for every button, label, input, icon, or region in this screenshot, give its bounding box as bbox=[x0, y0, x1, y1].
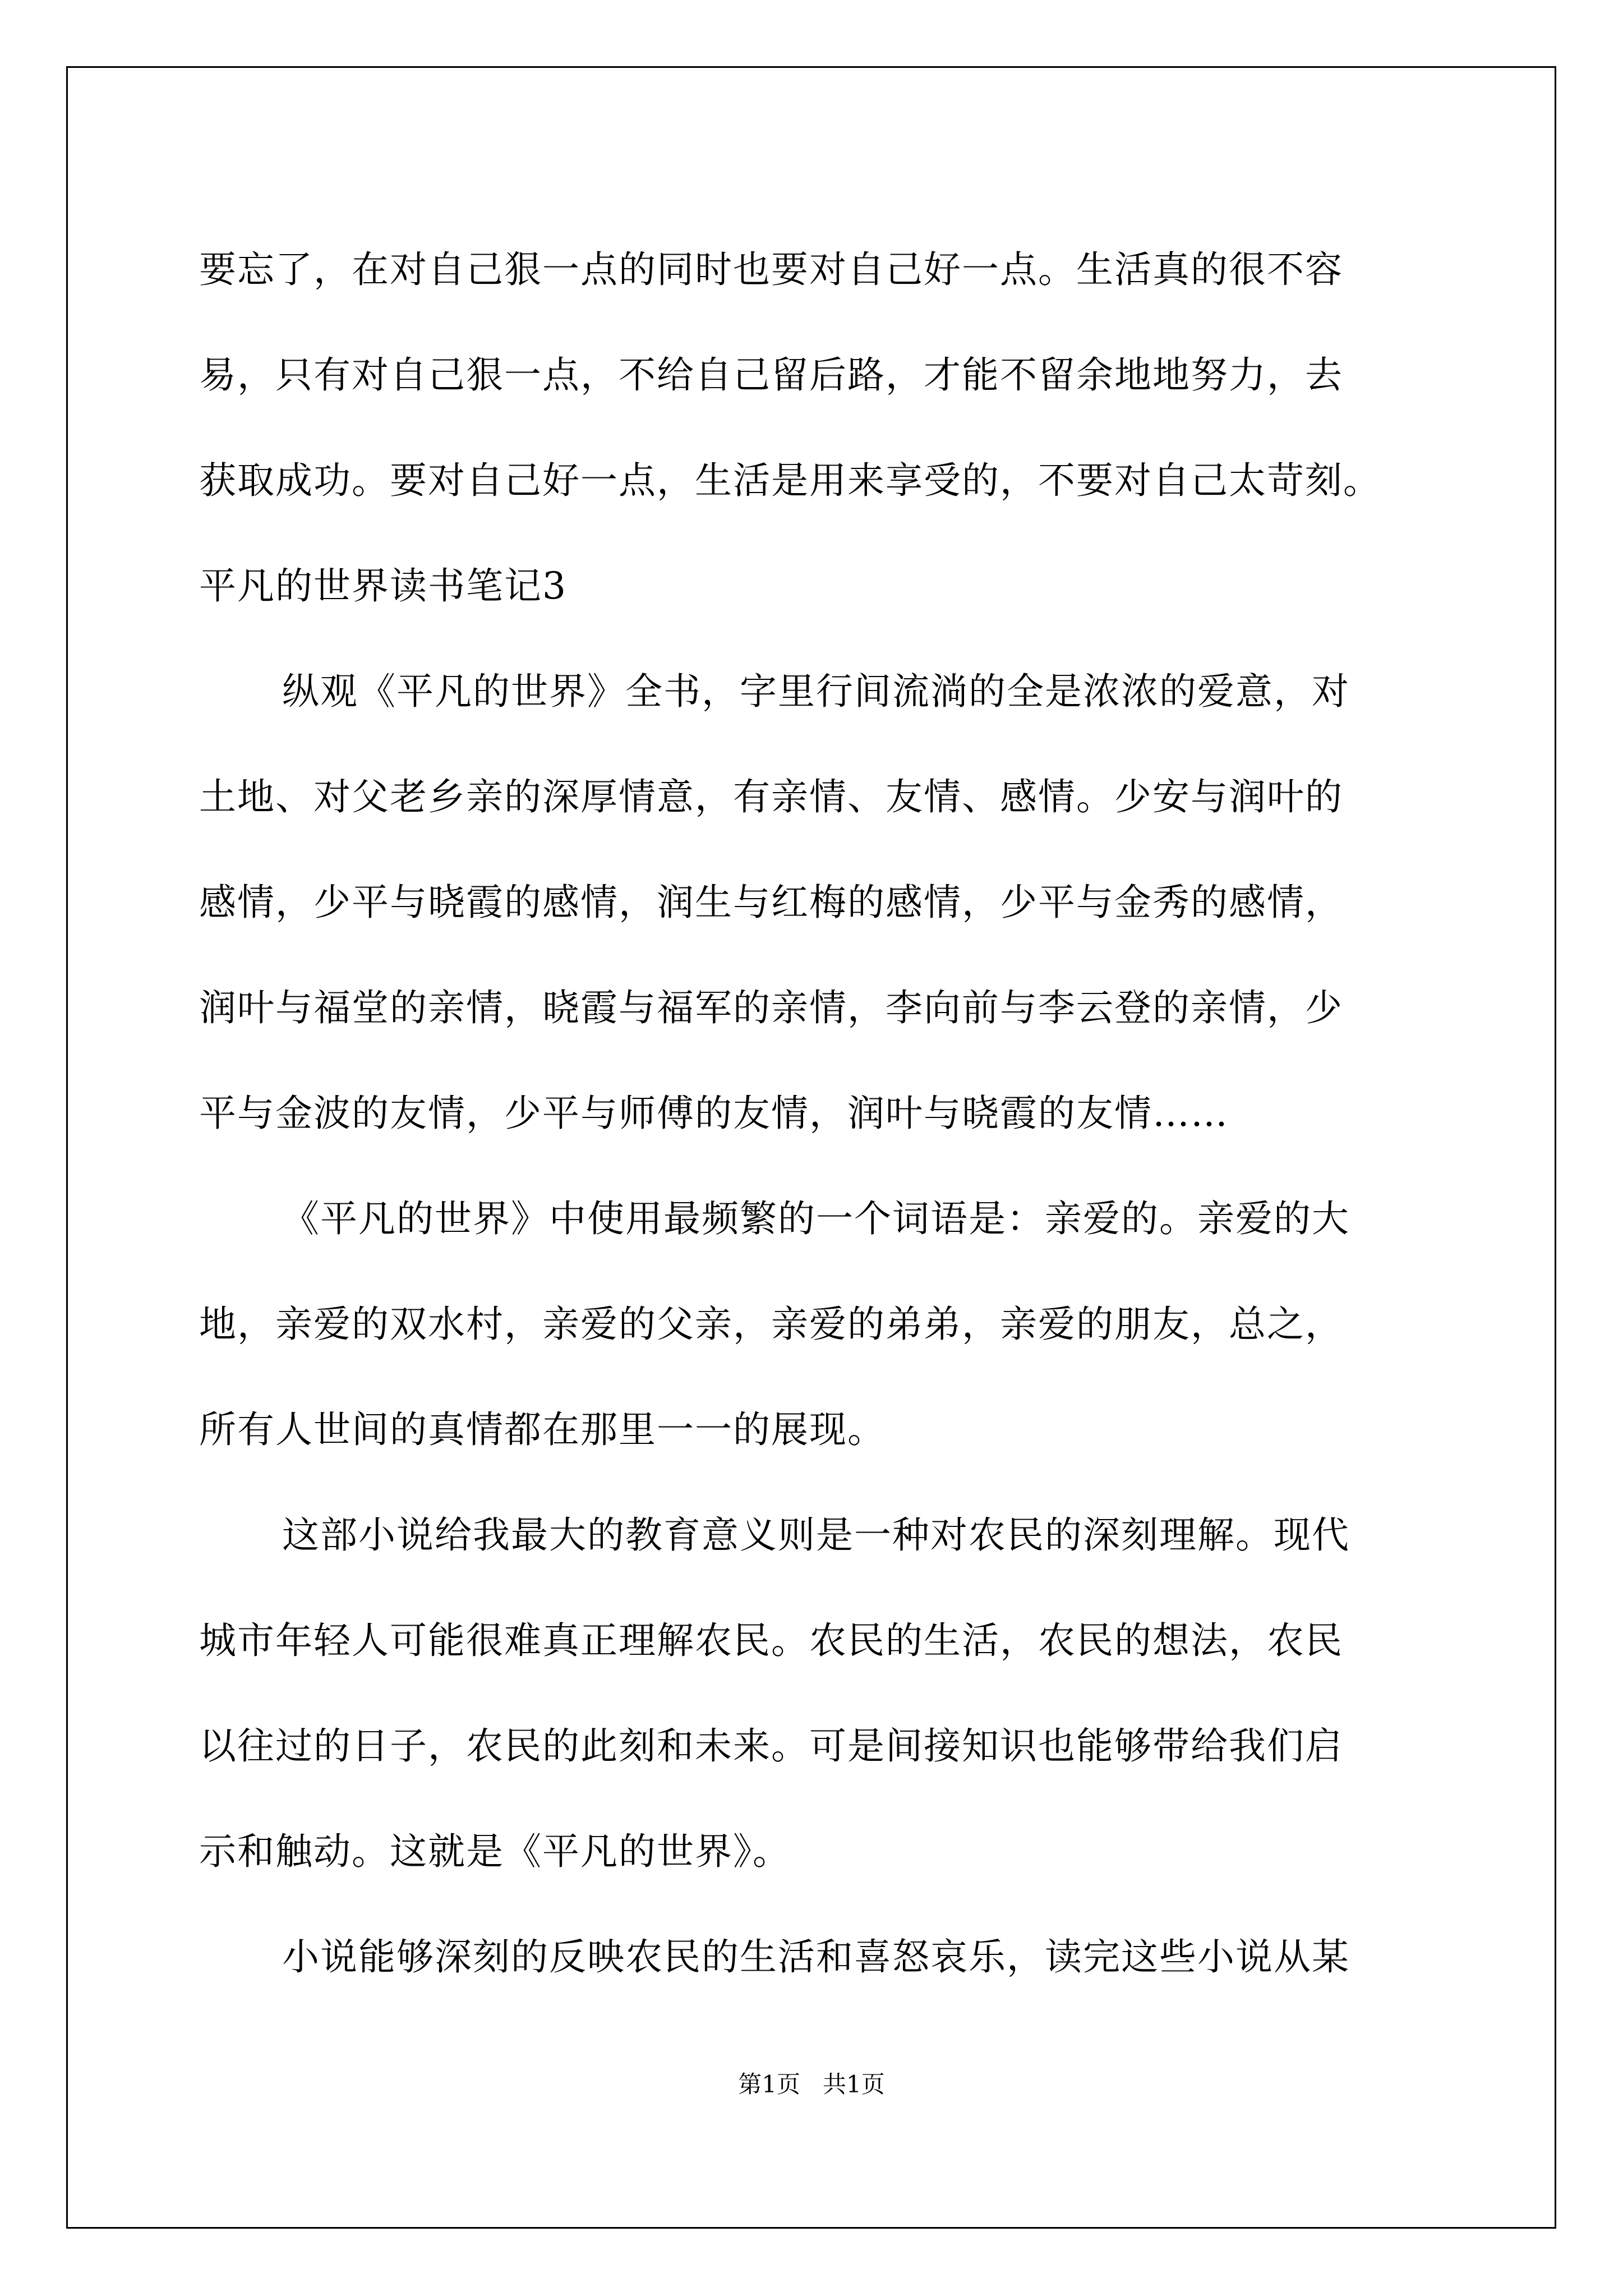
text-line-15: 以往过的日子，农民的此刻和未来。可是间接知识也能够带给我们启 bbox=[199, 1724, 1343, 1768]
text-line-12: 所有人世间的真情都在那里一一的展现。 bbox=[199, 1408, 886, 1451]
text-line-6: 土地、对父老乡亲的深厚情意，有亲情、友情、感情。少安与润叶的 bbox=[199, 775, 1343, 818]
text-line-8: 润叶与福堂的亲情，晓霞与福军的亲情，李向前与李云登的亲情，少 bbox=[199, 986, 1343, 1029]
text-line-13: 这部小说给我最大的教育意义则是一种对农民的深刻理解。现代 bbox=[282, 1513, 1350, 1557]
text-line-7: 感情，少平与晓霞的感情，润生与红梅的感情，少平与金秀的感情， bbox=[199, 881, 1343, 924]
text-line-14: 城市年轻人可能很难真正理解农民。农民的生活，农民的想法，农民 bbox=[199, 1619, 1343, 1662]
text-line-1: 要忘了，在对自己狠一点的同时也要对自己好一点。生活真的很不容 bbox=[199, 248, 1343, 291]
text-line-5: 纵观《平凡的世界》全书，字里行间流淌的全是浓浓的爱意，对 bbox=[282, 670, 1350, 713]
page-footer: 第1页 共1页 bbox=[738, 2070, 885, 2098]
section-heading: 平凡的世界读书笔记3 bbox=[199, 564, 567, 608]
text-line-17: 小说能够深刻的反映农民的生活和喜怒哀乐，读完这些小说从某 bbox=[282, 1935, 1350, 1978]
text-line-9: 平与金波的友情，少平与师傅的友情，润叶与晓霞的友情…… bbox=[199, 1092, 1229, 1135]
text-line-3: 获取成功。要对自己好一点，生活是用来享受的，不要对自己太苛刻。 bbox=[199, 459, 1381, 502]
text-line-2: 易，只有对自己狠一点，不给自己留后路，才能不留余地地努力，去 bbox=[199, 353, 1343, 397]
text-line-11: 地，亲爱的双水村，亲爱的父亲，亲爱的弟弟，亲爱的朋友，总之， bbox=[199, 1303, 1343, 1346]
text-line-16: 示和触动。这就是《平凡的世界》。 bbox=[199, 1830, 791, 1873]
text-line-10: 《平凡的世界》中使用最频繁的一个词语是：亲爱的。亲爱的大 bbox=[282, 1197, 1350, 1240]
document-body bbox=[199, 217, 1461, 2010]
